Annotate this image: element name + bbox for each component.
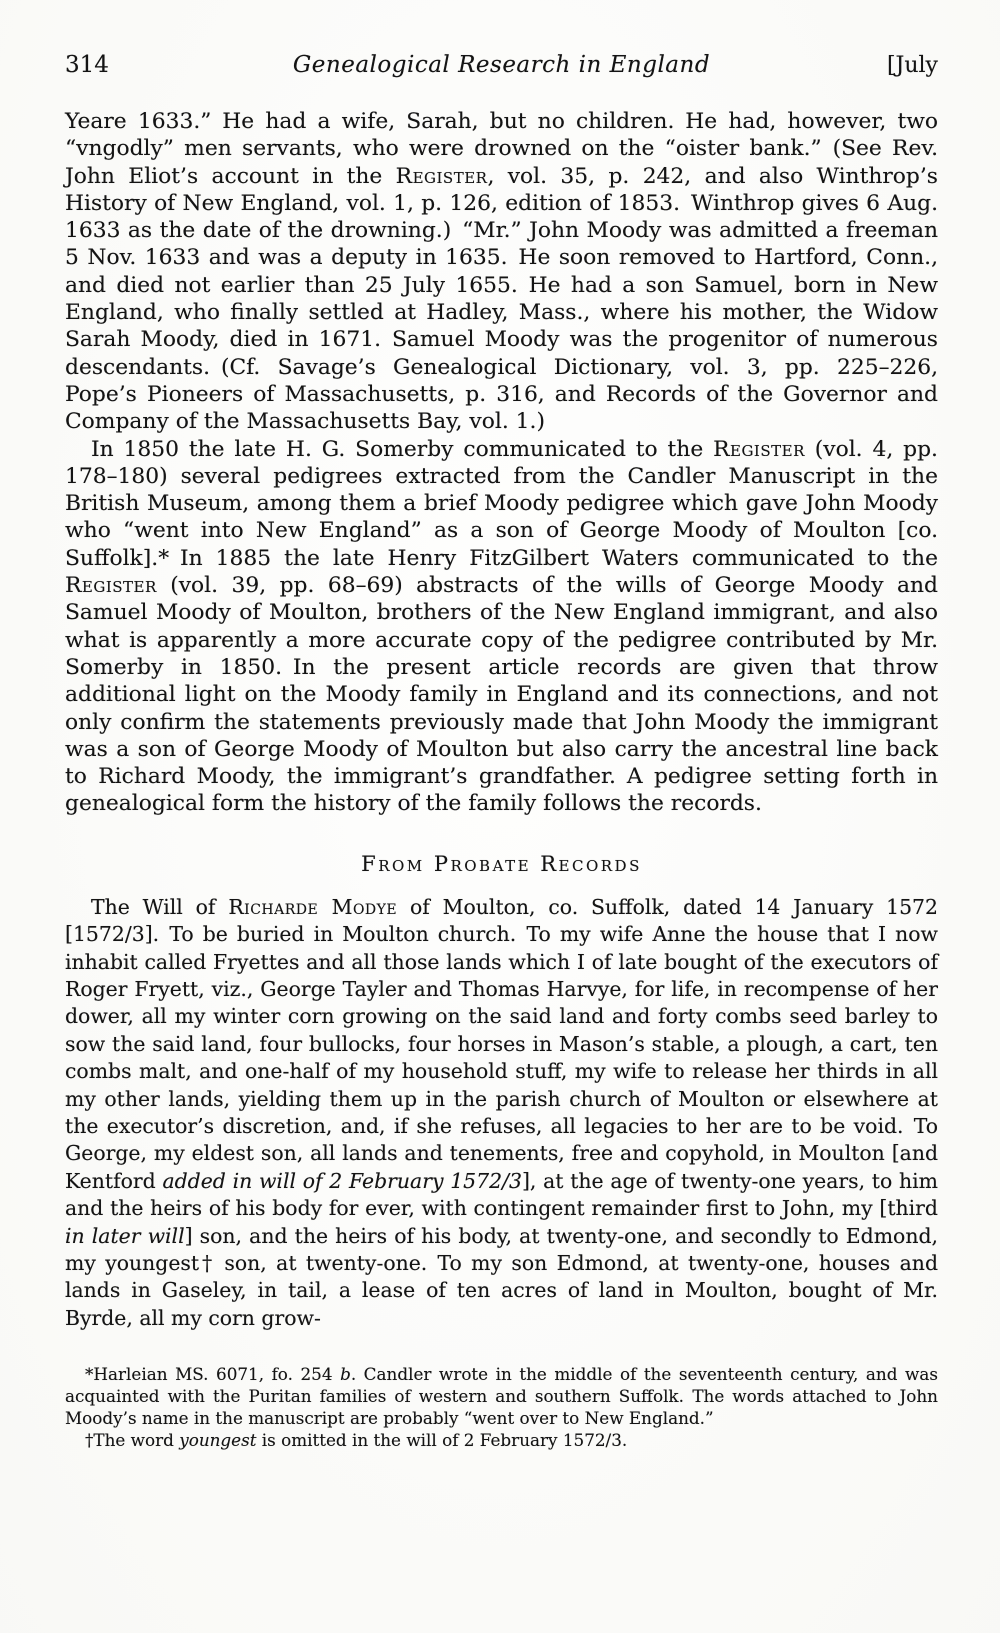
article-body bbox=[65, 108, 938, 1332]
text-segment: †The word bbox=[85, 1429, 180, 1450]
text-segment: Yeare 1633.” He had a wife, Sarah, but no children. He had, however, two “vngodly” men servants, who were drowned on the “oister bank.” (See Rev. John Eliot’s account in the bbox=[65, 109, 938, 189]
text-segment: . Candler wrote in the middle of the seventeenth century, and was acquainted with the Puritan families of western and southern Suffolk. The words attached to John Moody’s name in the manuscript are probably “went over to New England.” bbox=[65, 1364, 939, 1428]
footnotes bbox=[65, 1364, 938, 1451]
section-heading: From Probate Records bbox=[361, 851, 642, 876]
text-segment: The Will of bbox=[91, 894, 229, 919]
text-segment: Register bbox=[713, 436, 805, 462]
text-segment: of Moulton, co. Suffolk, dated 14 January 1572 [1572/3]. To be buried in Moulton church. To my wife Anne the house that I now inhabit called Fryettes and all those lands which I of late bought of the executors of Roger Fryett, viz., George Tayler and Thomas Harvye, for life, in recompense of her dower, all my winter corn growing on the said land and forty combs seed barley to sow the said land, four bullocks, four horses in Mason’s stable, a plough, a cart, ten combs malt, and one-half of my household stuff, my wife to release her thirds in all my other lands, yielding them up in the parish church of Moulton or elsewhere at the executor’s discretion, and, if she refuses, all legacies to her are to be void. To George, my eldest son, all lands and tenements, free and copyhold, in Moulton [and Kentford bbox=[65, 894, 939, 1193]
running-title: Genealogical Research in England bbox=[292, 52, 711, 78]
text-segment: added in will of 2 February 1572/3 bbox=[162, 1168, 522, 1193]
text-segment: Register bbox=[65, 573, 157, 599]
text-segment: , vol. 35, p. 242, and also Winthrop’s History of New England, vol. 1, p. 126, edition of 1853. Winthrop gives 6 Aug. 1633 as the date of the drowning.) “Mr.” John Moody was admitted a freeman 5 Nov. 1633 and was a deputy in 1635. He soon removed to Hartford, Conn., and died not earlier than 25 July 1655. He had a son Samuel, born in New England, who finally settled at Hadley, Mass., where his mother, the Widow Sarah Moody, died in 1671. Samuel Moody was the progenitor of numerous descendants. (Cf. Savage’s Genealogical Dictionary, vol. 3, pp. 225–226, Pope’s Pioneers of Massachusetts, p. 316, and Records of the Governor and Company of the Massachusetts Bay, vol. 1.) bbox=[65, 163, 938, 435]
text-segment: In 1850 the late H. G. Somerby communicated to the bbox=[91, 436, 714, 462]
paragraph-intro-2 bbox=[65, 436, 938, 818]
text-segment: is omitted in the will of 2 February 1572/3. bbox=[256, 1429, 628, 1450]
text-segment: ] son, and the heirs of his body, at twenty-one, and secondly to Edmond, my youngest† son, at twenty-one. To my son Edmond, at twenty-one, houses and lands in Gaseley, in tail, a lease of ten acres of land in Moulton, bought of Mr. Byrde, all my corn grow- bbox=[65, 1223, 939, 1330]
footnote-dagger bbox=[65, 1430, 938, 1452]
text-segment: Richarde Modye bbox=[228, 894, 398, 919]
text-segment: *Harleian MS. 6071, fo. 254 bbox=[85, 1364, 341, 1385]
page-number: 314 bbox=[65, 52, 109, 78]
text-segment: Register bbox=[395, 163, 488, 189]
text-segment: in later will bbox=[65, 1223, 185, 1248]
text-segment: (vol. 39, pp. 68–69) abstracts of the wills of George Moody and Samuel Moody of Moulton, brothers of the New England immigrant, and also what is apparently a more accurate copy of the pedigree contributed by Mr. Somerby in 1850. In the present article records are given that throw additional light on the Moody family in England and its connections, and not only confirm the statements previously made that John Moody the immigrant was a son of George Moody of Moulton but also carry the ancestral line back to Richard Moody, the immigrant’s grandfather. A pedigree setting forth in genealogical form the history of the family follows the records. bbox=[65, 573, 938, 817]
paragraph-probate-will bbox=[65, 894, 938, 1333]
text-segment: youngest bbox=[179, 1429, 257, 1450]
text-segment: (vol. 4, pp. 178–180) several pedigrees extracted from the Candler Manuscript in the British Museum, among them a brief Moody pedigree which gave John Moody who “went into New England” as a son of George Moody of Moulton [co. Suffolk].* In 1885 the late Henry FitzGilbert Waters communicated to the bbox=[65, 436, 938, 571]
text-segment: b bbox=[340, 1364, 351, 1385]
text-segment: ], at the age of twenty-one years, to him and the heirs of his body for ever, with contingent remainder first to John, my [third bbox=[65, 1168, 938, 1221]
footnote-asterisk bbox=[65, 1364, 938, 1429]
page-header bbox=[65, 52, 938, 78]
issue-month: [July bbox=[886, 53, 938, 78]
paragraph-intro-1 bbox=[65, 108, 938, 436]
